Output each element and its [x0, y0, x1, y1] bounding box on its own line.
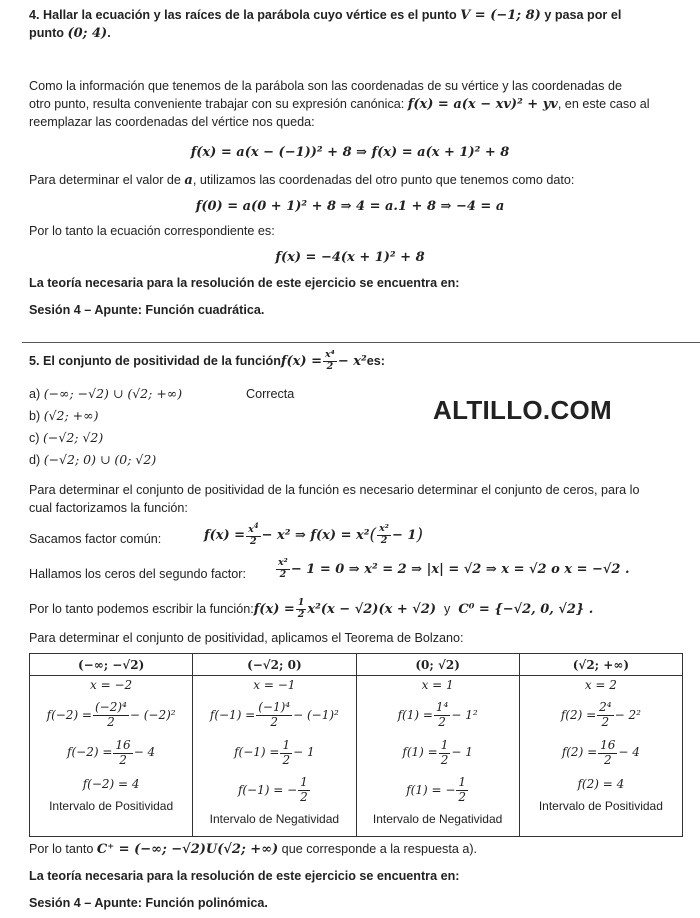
option-c[interactable]: c) (−√2; √2): [29, 430, 104, 445]
bolzano-table: [29, 653, 683, 837]
interval-label: Intervalo de Negatividad: [209, 811, 340, 826]
table-cell: x = 2 f(2) = $\frac{\text{2⁴}}{2}$ − 2² f(2) = $\frac{16}{2}$ − 4 f(2) = 4 Intervalo de Positividad: [519, 676, 682, 837]
option-a[interactable]: a) (−∞; −√2) ∪ (√2; +∞): [29, 386, 183, 401]
problem4-theory: La teoría necesaria para la resolución de este ejercicio se encuentra en:: [29, 276, 460, 290]
factored-function: Por lo tanto podemos escribir la función: f(x) = $\frac{1}{2}$ x²(x − √2)(x + √2) y C⁰ = {−√2, 0, √2} .: [29, 597, 594, 620]
factor-equation: f(x) = $\frac{x^4}{2}$ − x² ⇒ f(x) = x² ( $\frac{\text{x²}}{2}$ − 1 ): [204, 521, 424, 548]
bolzano-text: Para determinar el conjunto de positividad, aplicamos el Teorema de Bolzano:: [29, 631, 464, 645]
zeros-equation: $\frac{\text{x²}}{2}$ − 1 = 0 ⇒ x² = 2 ⇒ |x| = √2 ⇒ x = √2 o x = −√2 .: [278, 557, 630, 580]
interval-header: (−∞; −√2): [30, 654, 193, 676]
interval-label: Intervalo de Positividad: [538, 798, 663, 813]
problem5-theory: La teoría necesaria para la resolución de este ejercicio se encuentra en:: [29, 869, 460, 883]
problem4-statement: 4. Hallar la ecuación y las raíces de la parábola cuyo vértice es el punto V = (−1; 8) y pasa por el: [29, 8, 622, 23]
problem4-statement-line2: punto (0; 4).: [29, 26, 111, 41]
problem4-equation3: f(x) = −4(x + 1)² + 8: [275, 250, 425, 265]
problem5-statement: 5. El conjunto de positividad de la función f(x) = $\frac{\text{x⁴}}{2}$ − x² es:: [29, 349, 385, 372]
option-b[interactable]: b) (√2; +∞): [29, 408, 99, 423]
interval-header: (√2; +∞): [519, 654, 682, 676]
section-divider: [22, 342, 700, 343]
zero-set: C⁰ = {−√2, 0, √2} .: [458, 601, 594, 617]
problem4-paragraph1: Como la información que tenemos de la parábola son las coordenadas de su vértice y las coordenadas de: [29, 79, 622, 93]
interval-label: Intervalo de Negatividad: [372, 811, 503, 826]
interval-header: (−√2; 0): [193, 654, 356, 676]
interval-header: (0; √2): [356, 654, 519, 676]
problem4-paragraph1-line3: reemplazar las coordenadas del vértice nos queda:: [29, 115, 315, 129]
table-cell: x = 1 f(1) = $\frac{\text{1⁴}}{2}$ − 1² f(1) = $\frac{1}{2}$ − 1 f(1) = − $\frac{1}{2}$ Intervalo de Negatividad: [356, 676, 519, 837]
problem4-session: Sesión 4 – Apunte: Función cuadrática.: [29, 303, 265, 317]
table-cell: x = −2 f(−2) = $\frac{\text{(−2)⁴}}{2}$ − (−2)² f(−2) = $\frac{16}{2}$ − 4 f(−2) = 4 Intervalo de Positividad: [30, 676, 193, 837]
problem5-paragraph1: Para determinar el conjunto de positividad de la función es necesario determinar el conjunto de ceros, para lo: [29, 483, 640, 497]
zeros-label: Hallamos los ceros del segundo factor:: [29, 567, 247, 581]
problem5-paragraph1-line2: cual factorizamos la función:: [29, 501, 188, 515]
correct-badge: Correcta: [246, 387, 295, 401]
canonical-formula: f(x) = a(x − xv)² + yv: [407, 97, 558, 112]
problem4-equation1: f(x) = a(x − (−1))² + 8 ⇒ f(x) = a(x + 1)² + 8: [190, 145, 510, 160]
factor-label: Sacamos factor común:: [29, 532, 162, 546]
option-d[interactable]: d) (−√2; 0) ∪ (0; √2): [29, 452, 157, 467]
positivity-set: C⁺ = (−∞; −√2)U(√2; +∞): [96, 842, 279, 857]
problem4-paragraph2: Para determinar el valor de a, utilizamos las coordenadas del otro punto que tenemos como dato:: [29, 173, 575, 188]
problem4-paragraph3: Por lo tanto la ecuación correspondiente es:: [29, 224, 275, 238]
watermark-logo: ALTILLO.COM: [433, 395, 613, 425]
problem5-session: Sesión 4 – Apunte: Función polinómica.: [29, 896, 268, 910]
problem5-conclusion: Por lo tanto C⁺ = (−∞; −√2)U(√2; +∞) que corresponde a la respuesta a).: [29, 842, 478, 857]
table-cell: x = −1 f(−1) = $\frac{\text{(−1)⁴}}{2}$ − (−1)² f(−1) = $\frac{1}{2}$ − 1 f(−1) = − $\frac{1}{2}$ Intervalo de Negatividad: [193, 676, 356, 837]
problem4-paragraph1-line2: otro punto, resulta conveniente trabajar con su expresión canónica: f(x) = a(x − xv)² + yv, en este caso al: [29, 97, 650, 112]
interval-label: Intervalo de Positividad: [49, 798, 174, 813]
problem4-equation2: f(0) = a(0 + 1)² + 8 ⇒ 4 = a.1 + 8 ⇒ −4 = a: [195, 199, 505, 214]
